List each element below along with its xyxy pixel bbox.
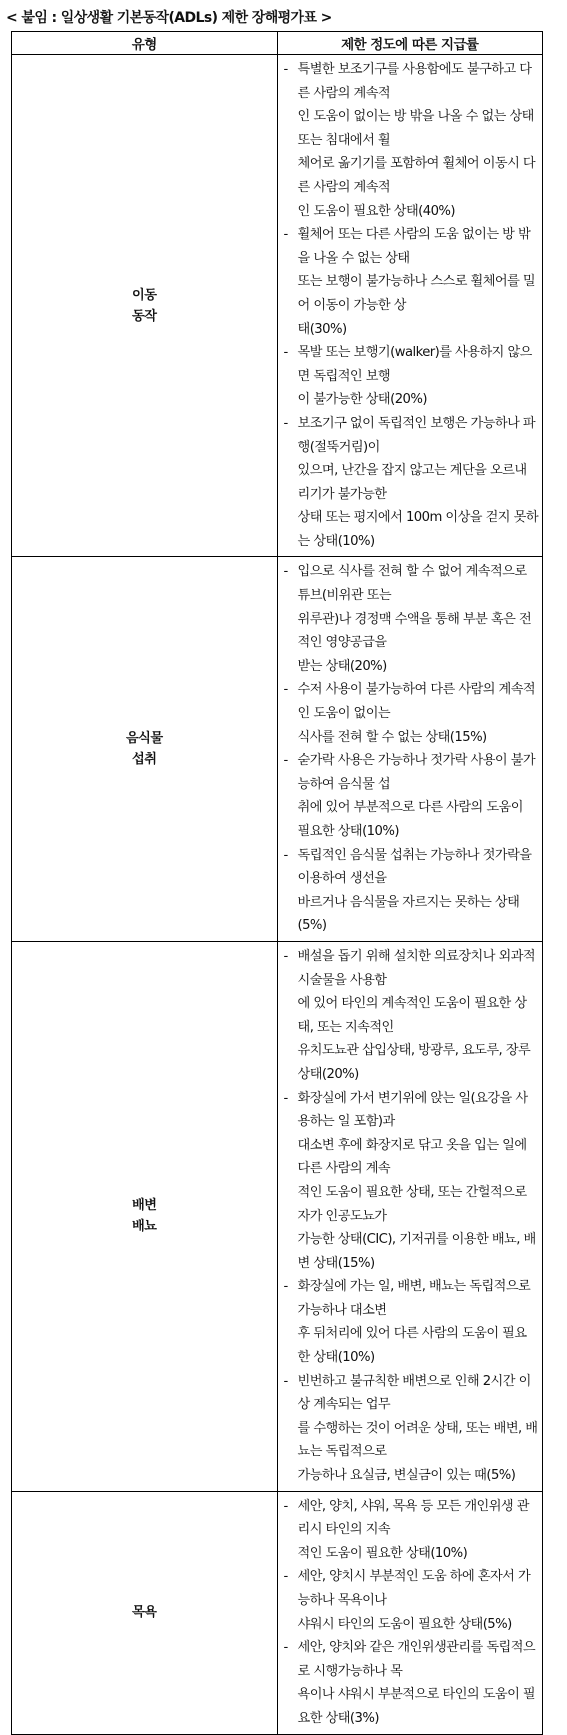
table-row-eating bbox=[12, 557, 543, 942]
item-line: 욕이나 샤워시 부분적으로 타인의 도움이 필요한 상태(3%) bbox=[297, 1687, 536, 1726]
item-line: 바르거나 음식물을 자르지는 못하는 상태(5%) bbox=[297, 894, 520, 934]
list-item bbox=[284, 1370, 539, 1488]
header-payment-rate: 제한 정도에 따른 지급률 bbox=[277, 32, 543, 55]
category-line: 배뇨 bbox=[132, 1219, 157, 1235]
description-mobility bbox=[277, 55, 543, 557]
item-line: 인 도움이 필요한 상태(40%) bbox=[297, 203, 455, 219]
table-row-mobility bbox=[12, 55, 543, 557]
table-row-bathing bbox=[12, 1491, 543, 1734]
list-item bbox=[284, 412, 539, 554]
list-item bbox=[284, 1275, 539, 1369]
list-item bbox=[284, 945, 539, 1087]
item-line: 적인 도움이 필요한 상태(10%) bbox=[297, 1545, 468, 1561]
list-item bbox=[284, 749, 539, 843]
item-line: 보조기구 없이 독립적인 보행은 가능하나 파행(절뚝거림)이 bbox=[297, 415, 536, 455]
dash-marker: - bbox=[283, 1640, 288, 1656]
table-header-row bbox=[12, 32, 543, 55]
description-excretion bbox=[277, 941, 543, 1491]
category-line: 동작 bbox=[132, 308, 157, 324]
category-line: 섭취 bbox=[132, 752, 157, 768]
item-line: 빈번하고 불규칙한 배변으로 인해 2시간 이상 계속되는 업무 bbox=[297, 1373, 531, 1413]
dash-marker: - bbox=[283, 227, 288, 243]
list-item bbox=[284, 678, 539, 749]
item-line: 있으며, 난간을 잡지 않고는 계단을 오르내리기가 불가능한 bbox=[297, 463, 527, 502]
item-line: 세안, 양치와 같은 개인위생관리를 독립적으로 시행가능하나 목 bbox=[297, 1640, 536, 1679]
category-line: 음식물 bbox=[125, 731, 163, 747]
item-line: 적인 도움이 필요한 상태, 또는 간헐적으로 자가 인공도뇨가 bbox=[297, 1184, 527, 1224]
item-line: 받는 상태(20%) bbox=[297, 658, 387, 674]
dash-marker: - bbox=[283, 345, 288, 361]
item-line: 후 뒤처리에 있어 다른 사람의 도움이 필요한 상태(10%) bbox=[297, 1326, 527, 1366]
item-line: 에 있어 타인의 계속적인 도움이 필요한 상태, 또는 지속적인 bbox=[297, 996, 527, 1035]
dash-marker: - bbox=[283, 1373, 288, 1389]
dash-marker: - bbox=[283, 847, 288, 863]
list-item bbox=[284, 1087, 539, 1276]
item-line: 체어로 옮기기를 포함하여 휠체어 이동시 다른 사람의 계속적 bbox=[297, 156, 536, 195]
dash-marker: - bbox=[283, 564, 288, 580]
dash-marker: - bbox=[283, 1279, 288, 1295]
item-line: 화장실에 가는 일, 배변, 배뇨는 독립적으로 가능하나 대소변 bbox=[297, 1279, 531, 1318]
dash-marker: - bbox=[283, 62, 288, 77]
list-item bbox=[284, 1636, 539, 1730]
item-line: 유치도뇨관 삽입상태, 방광루, 요도루, 장루상태(20%) bbox=[297, 1043, 531, 1082]
item-line: 특별한 보조기구를 사용함에도 불구하고 다른 사람의 계속적 bbox=[297, 62, 532, 101]
item-line: 목발 또는 보행기(walker)를 사용하지 않으면 독립적인 보행 bbox=[297, 345, 532, 384]
category-eating bbox=[12, 557, 278, 942]
category-line: 이동 bbox=[132, 287, 157, 303]
description-bathing bbox=[277, 1491, 543, 1734]
list-item bbox=[284, 58, 539, 223]
item-line: 배설을 돕기 위해 설치한 의료장치나 외과적 시술물을 사용함 bbox=[297, 948, 536, 988]
category-mobility bbox=[12, 55, 278, 557]
category-line: 배변 bbox=[132, 1198, 157, 1214]
item-line: 인 도움이 없이는 방 밖을 나올 수 없는 상태 또는 침대에서 휠 bbox=[297, 109, 534, 148]
item-line: 태(30%) bbox=[297, 321, 347, 337]
item-line: 를 수행하는 것이 어려운 상태, 또는 배변, 배뇨는 독립적으로 bbox=[297, 1420, 538, 1460]
item-line: 세안, 양치시 부분적인 도움 하에 혼자서 가능하나 목욕이나 bbox=[297, 1569, 531, 1608]
list-item bbox=[284, 223, 539, 341]
item-line: 대소변 후에 화장지로 닦고 옷을 입는 일에 다른 사람의 계속 bbox=[297, 1137, 527, 1177]
adl-evaluation-table bbox=[11, 31, 543, 1735]
category-excretion bbox=[12, 941, 278, 1491]
dash-marker: - bbox=[283, 948, 288, 964]
dash-marker: - bbox=[283, 753, 288, 769]
item-line: 상태 또는 평지에서 100m 이상을 걷지 못하는 상태(10%) bbox=[297, 510, 539, 549]
item-line: 취에 있어 부분적으로 다른 사람의 도움이 필요한 상태(10%) bbox=[297, 800, 523, 839]
item-line: 샤워시 타인의 도움이 필요한 상태(5%) bbox=[297, 1616, 512, 1632]
description-eating bbox=[277, 557, 543, 942]
item-line: 독립적인 음식물 섭취는 가능하나 젓가락을 이용하여 생선을 bbox=[297, 847, 532, 887]
list-item bbox=[284, 1495, 539, 1566]
list-item bbox=[284, 1565, 539, 1636]
dash-marker: - bbox=[283, 1498, 288, 1514]
item-line: 가능하나 요실금, 변실금이 있는 때(5%) bbox=[297, 1468, 516, 1484]
table-row-excretion bbox=[12, 941, 543, 1491]
category-line: 목욕 bbox=[132, 1605, 157, 1621]
list-item bbox=[284, 341, 539, 412]
item-line: 입으로 식사를 전혀 할 수 없어 계속적으로 튜브(비위관 또는 bbox=[297, 564, 527, 604]
list-item bbox=[284, 560, 539, 678]
item-line: 위루관)나 경정맥 수액을 통해 부분 혹은 전적인 영양공급을 bbox=[297, 611, 532, 651]
dash-marker: - bbox=[283, 1569, 288, 1585]
category-bathing bbox=[12, 1491, 278, 1734]
item-line: 휠체어 또는 다른 사람의 도움 없이는 방 밖을 나올 수 없는 상태 bbox=[297, 227, 531, 266]
item-line: 또는 보행이 불가능하나 스스로 휠체어를 밀어 이동이 가능한 상 bbox=[297, 274, 536, 313]
dash-marker: - bbox=[283, 682, 288, 698]
item-line: 식사를 전혀 할 수 없는 상태(15%) bbox=[297, 729, 487, 745]
item-line: 이 불가능한 상태(20%) bbox=[297, 392, 427, 408]
header-type: 유형 bbox=[12, 32, 278, 55]
dash-marker: - bbox=[283, 1090, 288, 1106]
item-line: 가능한 상태(CIC), 기저귀를 이용한 배뇨, 배변 상태(15%) bbox=[297, 1232, 536, 1271]
item-line: 화장실에 가서 변기위에 앉는 일(요강을 사용하는 일 포함)과 bbox=[297, 1090, 528, 1130]
item-line: 세안, 양치, 샤워, 목욕 등 모든 개인위생 관리시 타인의 지속 bbox=[297, 1498, 529, 1538]
item-line: 수저 사용이 불가능하여 다른 사람의 계속적인 도움이 없이는 bbox=[297, 682, 536, 722]
item-line: 숟가락 사용은 가능하나 젓가락 사용이 불가능하여 음식물 섭 bbox=[297, 753, 536, 792]
dash-marker: - bbox=[283, 415, 288, 431]
list-item bbox=[284, 844, 539, 938]
document-title: < 붙임 : 일상생활 기본동작(ADLs) 제한 장해평가표 > bbox=[6, 10, 332, 26]
